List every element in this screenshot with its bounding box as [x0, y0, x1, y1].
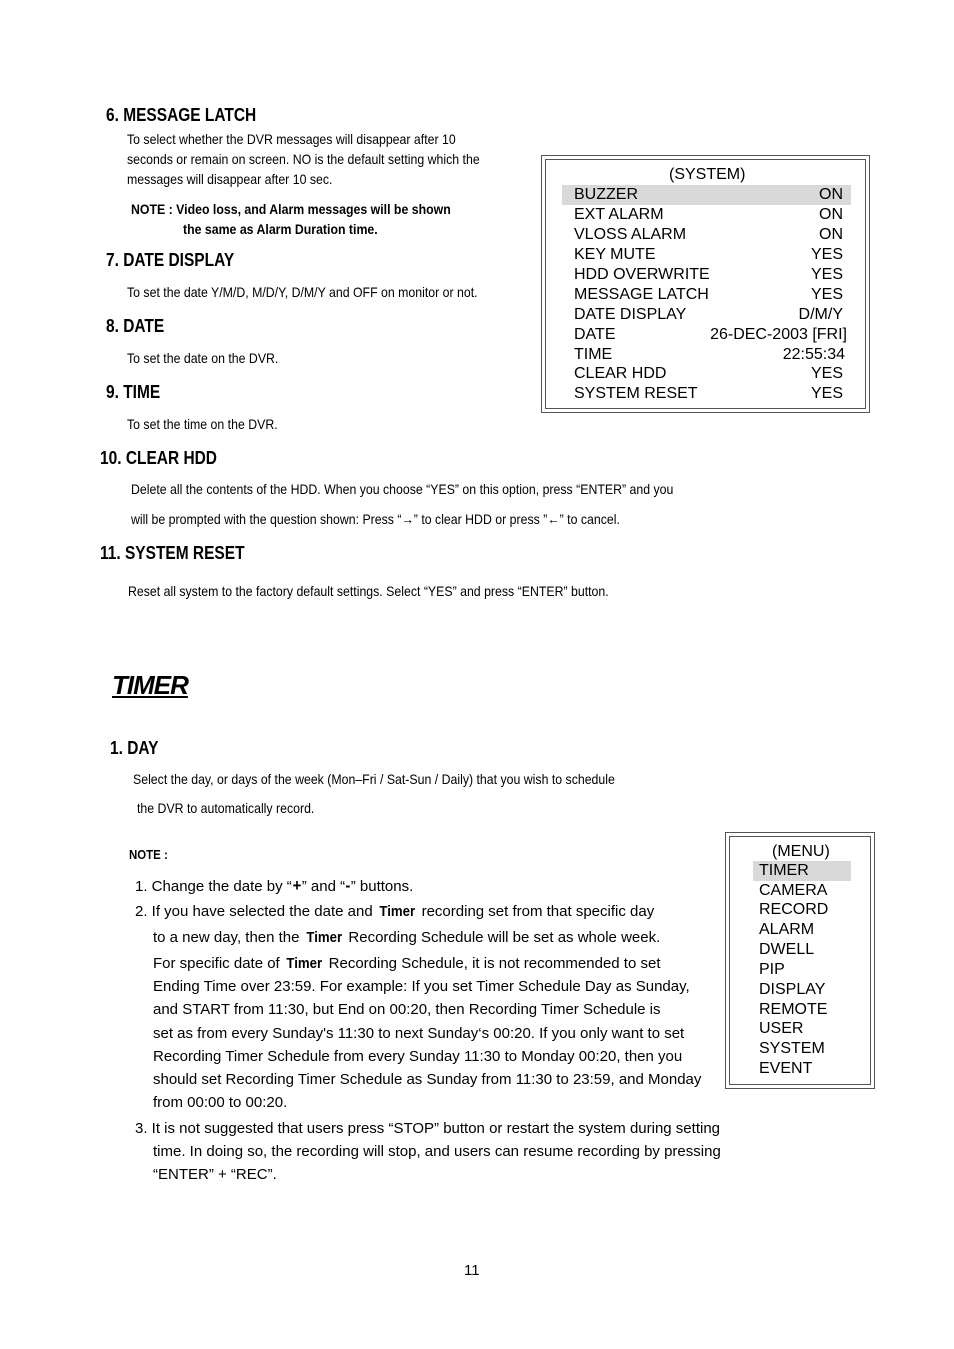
menu-item-record[interactable]: RECORD [759, 901, 829, 918]
note-3-line-2: time. In doing so, the recording will stop, and users can resume recording by pressing [153, 1143, 721, 1160]
note-2-line-1: 2. If you have selected the date and Timer recording set from that specific day [135, 903, 655, 920]
menu-item-system[interactable]: SYSTEM [759, 1040, 825, 1057]
note-3-line-1: 3. It is not suggested that users press “STOP” button or restart the system during setting [135, 1120, 720, 1137]
system-menu-row-vloss-alarm[interactable] [562, 225, 851, 245]
heading-system-reset: 11. SYSTEM RESET [100, 543, 245, 563]
system-menu-row-system-reset[interactable] [562, 384, 851, 404]
clear-hdd-text-2: will be prompted with the question shown: Press “→” to clear HDD or press ”←” to cancel. [131, 511, 620, 527]
system-menu-row-message-latch[interactable] [562, 285, 851, 305]
menu-item-display[interactable]: DISPLAY [759, 981, 826, 998]
menu-row-value: YES [810, 365, 843, 382]
system-menu-row-ext-alarm[interactable] [562, 205, 851, 225]
heading-clear-hdd: 10. CLEAR HDD [100, 448, 217, 468]
main-menu-box [725, 832, 875, 1089]
note-2-line-8: should set Recording Timer Schedule as Sunday from 11:30 to 23:59, and Monday [153, 1071, 702, 1088]
note-2-line-2: to a new day, then the Timer Recording Schedule will be set as whole week. [153, 929, 661, 946]
minus-symbol: - [345, 876, 351, 895]
menu-row-label: DATE [574, 326, 616, 343]
page-number: 11 [464, 1262, 480, 1279]
heading-day: 1. DAY [110, 738, 159, 758]
menu-item-camera[interactable]: CAMERA [759, 882, 828, 899]
menu-item-remote[interactable]: REMOTE [759, 1001, 828, 1018]
date-display-text: To set the date Y/M/D, M/D/Y, D/M/Y and OFF on monitor or not. [127, 284, 478, 300]
menu-row-value: ON [819, 206, 843, 223]
system-menu-row-date[interactable] [562, 325, 851, 345]
time-text: To set the time on the DVR. [127, 416, 278, 432]
menu-item-timer[interactable] [753, 861, 851, 881]
menu-row-value: YES [810, 246, 843, 263]
menu-row-label: SYSTEM RESET [574, 385, 698, 402]
message-latch-note-2: the same as Alarm Duration time. [183, 221, 378, 237]
plus-symbol: + [292, 876, 302, 895]
menu-row-value: D/M/Y [798, 306, 843, 323]
system-menu-row-key-mute[interactable] [562, 245, 851, 265]
note-2-line-7: Recording Timer Schedule from every Sunday 11:30 to Monday 00:20, then you [153, 1048, 683, 1065]
message-latch-text-1: To select whether the DVR messages will disappear after 10 [127, 131, 456, 147]
menu-row-value: YES [810, 266, 843, 283]
heading-message-latch: 6. MESSAGE LATCH [106, 105, 257, 125]
main-menu-title: (MENU) [772, 843, 830, 860]
menu-row-value: ON [819, 226, 843, 243]
menu-item-pip[interactable]: PIP [759, 961, 785, 978]
menu-item-alarm[interactable]: ALARM [759, 921, 815, 938]
menu-item-label: TIMER [759, 862, 809, 879]
note-2-line-5: and START from 11:30, but End on 00:20, then Recording Timer Schedule is [153, 1001, 661, 1018]
menu-row-value: YES [810, 385, 843, 402]
note-2-line-9: from 00:00 to 00:20. [153, 1094, 288, 1111]
system-menu-row-hdd-overwrite[interactable] [562, 265, 851, 285]
menu-row-value: 26-DEC-2003 [FRI] [710, 326, 847, 343]
system-menu-box [541, 155, 870, 413]
menu-item-user[interactable]: USER [759, 1020, 804, 1037]
system-reset-text: Reset all system to the factory default settings. Select “YES” and press “ENTER” button. [128, 583, 609, 599]
menu-row-value: 22:55:34 [782, 346, 845, 363]
heading-time: 9. TIME [106, 382, 161, 402]
menu-row-label: CLEAR HDD [574, 365, 667, 382]
note-2-line-6: set as from every Sunday's 11:30 to next Sunday‘s 00:20. If you only want to set [153, 1025, 685, 1042]
note-2-line-4: Ending Time over 23:59. For example: If you set Timer Schedule Day as Sunday, [153, 978, 690, 995]
menu-row-label: MESSAGE LATCH [574, 286, 709, 303]
heading-date-display: 7. DATE DISPLAY [106, 250, 235, 270]
note-2-line-3: For specific date of Timer Recording Schedule, it is not recommended to set [153, 955, 661, 972]
system-menu-row-clear-hdd[interactable] [562, 364, 851, 384]
system-menu-row-buzzer[interactable] [562, 185, 851, 205]
menu-row-value: YES [810, 286, 843, 303]
note-label: NOTE : [129, 847, 168, 862]
day-text-2: the DVR to automatically record. [137, 800, 315, 816]
message-latch-note-1: NOTE : Video loss, and Alarm messages will be shown [131, 201, 451, 217]
message-latch-text-2: seconds or remain on screen. NO is the default setting which the [127, 151, 480, 167]
system-menu-row-time[interactable] [562, 345, 851, 365]
day-text-1: Select the day, or days of the week (Mon–Fri / Sat-Sun / Daily) that you wish to schedule [133, 771, 615, 787]
menu-row-label: BUZZER [574, 186, 638, 203]
menu-row-value: ON [819, 186, 843, 203]
menu-item-dwell[interactable]: DWELL [759, 941, 815, 958]
message-latch-text-3: messages will disappear after 10 sec. [127, 171, 333, 187]
system-menu-row-date-display[interactable] [562, 305, 851, 325]
note-3-line-3: “ENTER” + “REC”. [153, 1166, 277, 1183]
menu-row-label: TIME [574, 346, 613, 363]
menu-row-label: DATE DISPLAY [574, 306, 687, 323]
timer-title: TIMER [112, 670, 188, 700]
menu-row-label: HDD OVERWRITE [574, 266, 710, 283]
menu-item-event[interactable]: EVENT [759, 1060, 813, 1077]
date-text: To set the date on the DVR. [127, 350, 279, 366]
system-menu-title: (SYSTEM) [669, 166, 746, 183]
heading-date: 8. DATE [106, 316, 165, 336]
note-1: 1. Change the date by “+” and “-” buttons. [135, 876, 414, 895]
menu-row-label: EXT ALARM [574, 206, 664, 223]
menu-row-label: VLOSS ALARM [574, 226, 687, 243]
menu-row-label: KEY MUTE [574, 246, 656, 263]
clear-hdd-text-1: Delete all the contents of the HDD. When you choose “YES” on this option, press “ENTER” and you [131, 481, 674, 497]
